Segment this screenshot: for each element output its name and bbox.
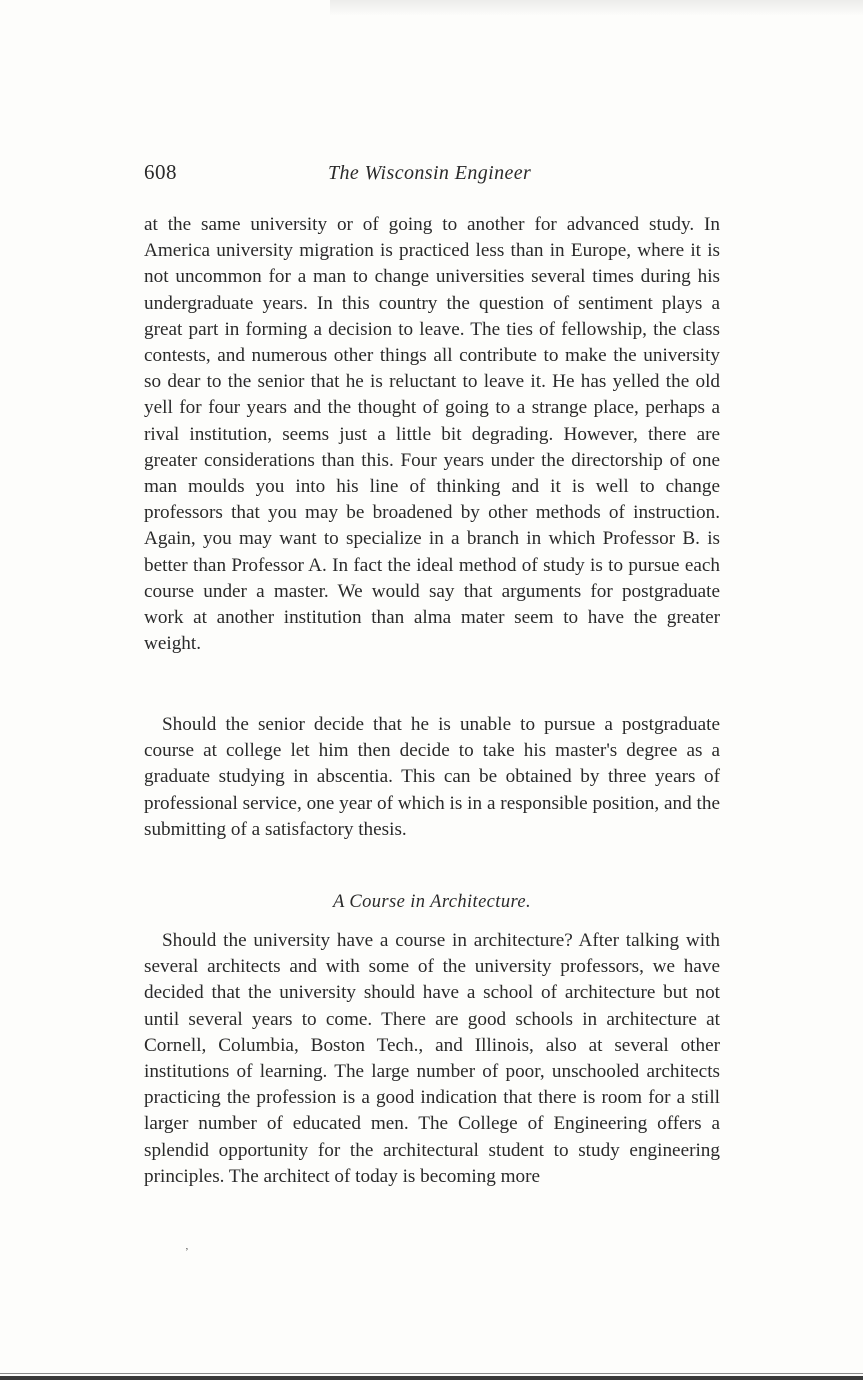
scan-bottom-edge (0, 1376, 863, 1380)
scan-top-edge (330, 0, 863, 16)
paragraph-1-text: at the same university or of going to another for advanced study. In America university migration is practiced less than in Europe, where it is not uncommon for a man to change universities several times during his undergraduate years. In this country the question of sentiment plays a great part in forming a decision to leave. The ties of fellowship, the class contests, and numerous other things all contribute to make the university so dear to the senior that he is reluctant to leave it. He has yelled the old yell for four years and the thought of going to a strange place, perhaps a rival institution, seems just a little bit degrading. However, there are greater considerations than this. Four years under the directorship of one man moulds you into his line of thinking and it is well to change professors that you may be broadened by other methods of instruction. Again, you may want to specialize in a branch in which Professor B. is better than Professor A. In fact the ideal method of study is to pursue each course under a master. We would say that arguments for postgraduate work at another institution than alma mater seem to have the greater weight. (144, 214, 720, 655)
section-heading: A Course in Architecture. (332, 892, 532, 912)
page-header (144, 160, 720, 190)
page-number: 608 (144, 160, 177, 184)
paragraph-2 (144, 712, 720, 843)
scan-speck: ʼ (185, 1246, 189, 1258)
paragraph-3 (144, 928, 720, 1190)
scan-bottom-line (0, 1373, 863, 1374)
running-title: The Wisconsin Engineer (328, 162, 532, 184)
paragraph-3-text: Should the university have a course in architecture? After talking with several architects and with some of the university professors, we have decided that the university should have a school of architecture but not until several years to come. There are good schools in architecture at Cornell, Columbia, Boston Tech., and Illinois, also at several other institutions of learning. The large number of poor, unschooled architects practicing the profession is a good indication that there is room for a still larger number of educated men. The College of Engineering offers a splendid opportunity for the architectural student to study engineering principles. The architect of today is becoming more (144, 930, 720, 1187)
paragraph-1 (144, 212, 720, 657)
paragraph-2-text: Should the senior decide that he is unable to pursue a postgraduate course at college let him then decide to take his master's degree as a graduate studying in abscentia. This can be obtained by three years of professional service, one year of which is in a responsible position, and the submitting of a satisfactory thesis. (144, 714, 720, 840)
